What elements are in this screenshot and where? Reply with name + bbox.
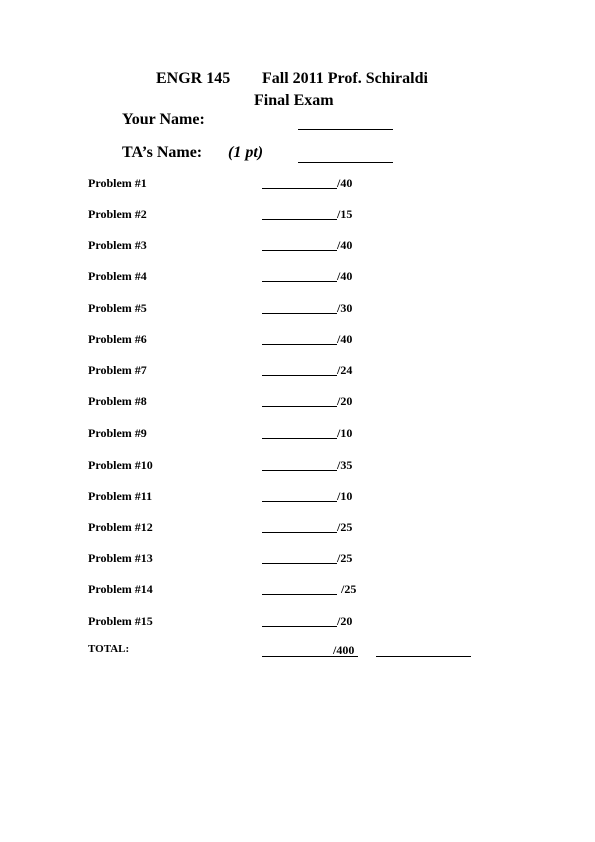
- total-extra-field[interactable]: [376, 641, 471, 657]
- problem-label: Problem #10: [88, 458, 153, 472]
- problem-score-field[interactable]: [262, 626, 337, 627]
- problem-max-points: /25: [337, 520, 353, 534]
- problem-score-field[interactable]: [262, 470, 337, 471]
- problem-max-points: /25: [337, 551, 353, 565]
- your-name-label: Your Name:: [122, 111, 205, 128]
- problem-max-points: /40: [337, 176, 353, 190]
- problem-label: Problem #2: [88, 207, 147, 221]
- problem-score-field[interactable]: [262, 594, 337, 595]
- problem-score-field[interactable]: [262, 501, 337, 502]
- problem-label: Problem #8: [88, 394, 147, 408]
- problem-max-points: /40: [337, 269, 353, 283]
- problem-label: Problem #5: [88, 301, 147, 315]
- problem-max-points: /40: [337, 332, 353, 346]
- problem-label: Problem #6: [88, 332, 147, 346]
- problem-score-field[interactable]: [262, 532, 337, 533]
- ta-name-label: TA’s Name:: [122, 144, 203, 161]
- course-code: ENGR 145: [156, 70, 231, 87]
- problem-score-field[interactable]: [262, 219, 337, 220]
- term-instructor: Fall 2011 Prof. Schiraldi: [262, 70, 428, 87]
- problem-label: Problem #14: [88, 582, 153, 596]
- problem-label: Problem #15: [88, 614, 153, 628]
- problem-max-points: /20: [337, 394, 353, 408]
- problem-score-field[interactable]: [262, 250, 337, 251]
- problem-score-field[interactable]: [262, 281, 337, 282]
- ta-points-note: (1 pt): [228, 144, 264, 161]
- problem-max-points: /10: [337, 489, 353, 503]
- exam-title: Final Exam: [254, 92, 334, 109]
- problem-score-field[interactable]: [262, 188, 337, 189]
- problem-label: Problem #3: [88, 238, 147, 252]
- problem-score-field[interactable]: [262, 438, 337, 439]
- problem-label: Problem #7: [88, 363, 147, 377]
- problem-label: Problem #12: [88, 520, 153, 534]
- problem-label: Problem #11: [88, 489, 153, 503]
- problem-max-points: /30: [337, 301, 353, 315]
- problem-max-points: /25: [341, 582, 357, 596]
- problem-score-field[interactable]: [262, 406, 337, 407]
- problem-max-points: /15: [337, 207, 353, 221]
- problem-score-field[interactable]: [262, 375, 337, 376]
- problem-max-points: /24: [337, 363, 353, 377]
- your-name-field[interactable]: [298, 113, 393, 130]
- problem-max-points: /20: [337, 614, 353, 628]
- problem-max-points: /10: [337, 426, 353, 440]
- problem-score-field[interactable]: [262, 344, 337, 345]
- problem-label: Problem #4: [88, 269, 147, 283]
- ta-name-field[interactable]: [298, 146, 393, 163]
- total-label: TOTAL:: [88, 643, 130, 655]
- problem-label: Problem #13: [88, 551, 153, 565]
- problem-label: Problem #9: [88, 426, 147, 440]
- problem-score-field[interactable]: [262, 313, 337, 314]
- problem-max-points: /35: [337, 458, 353, 472]
- problem-score-field[interactable]: [262, 563, 337, 564]
- total-max-points: /400: [333, 643, 355, 657]
- problem-label: Problem #1: [88, 176, 147, 190]
- problem-max-points: /40: [337, 238, 353, 252]
